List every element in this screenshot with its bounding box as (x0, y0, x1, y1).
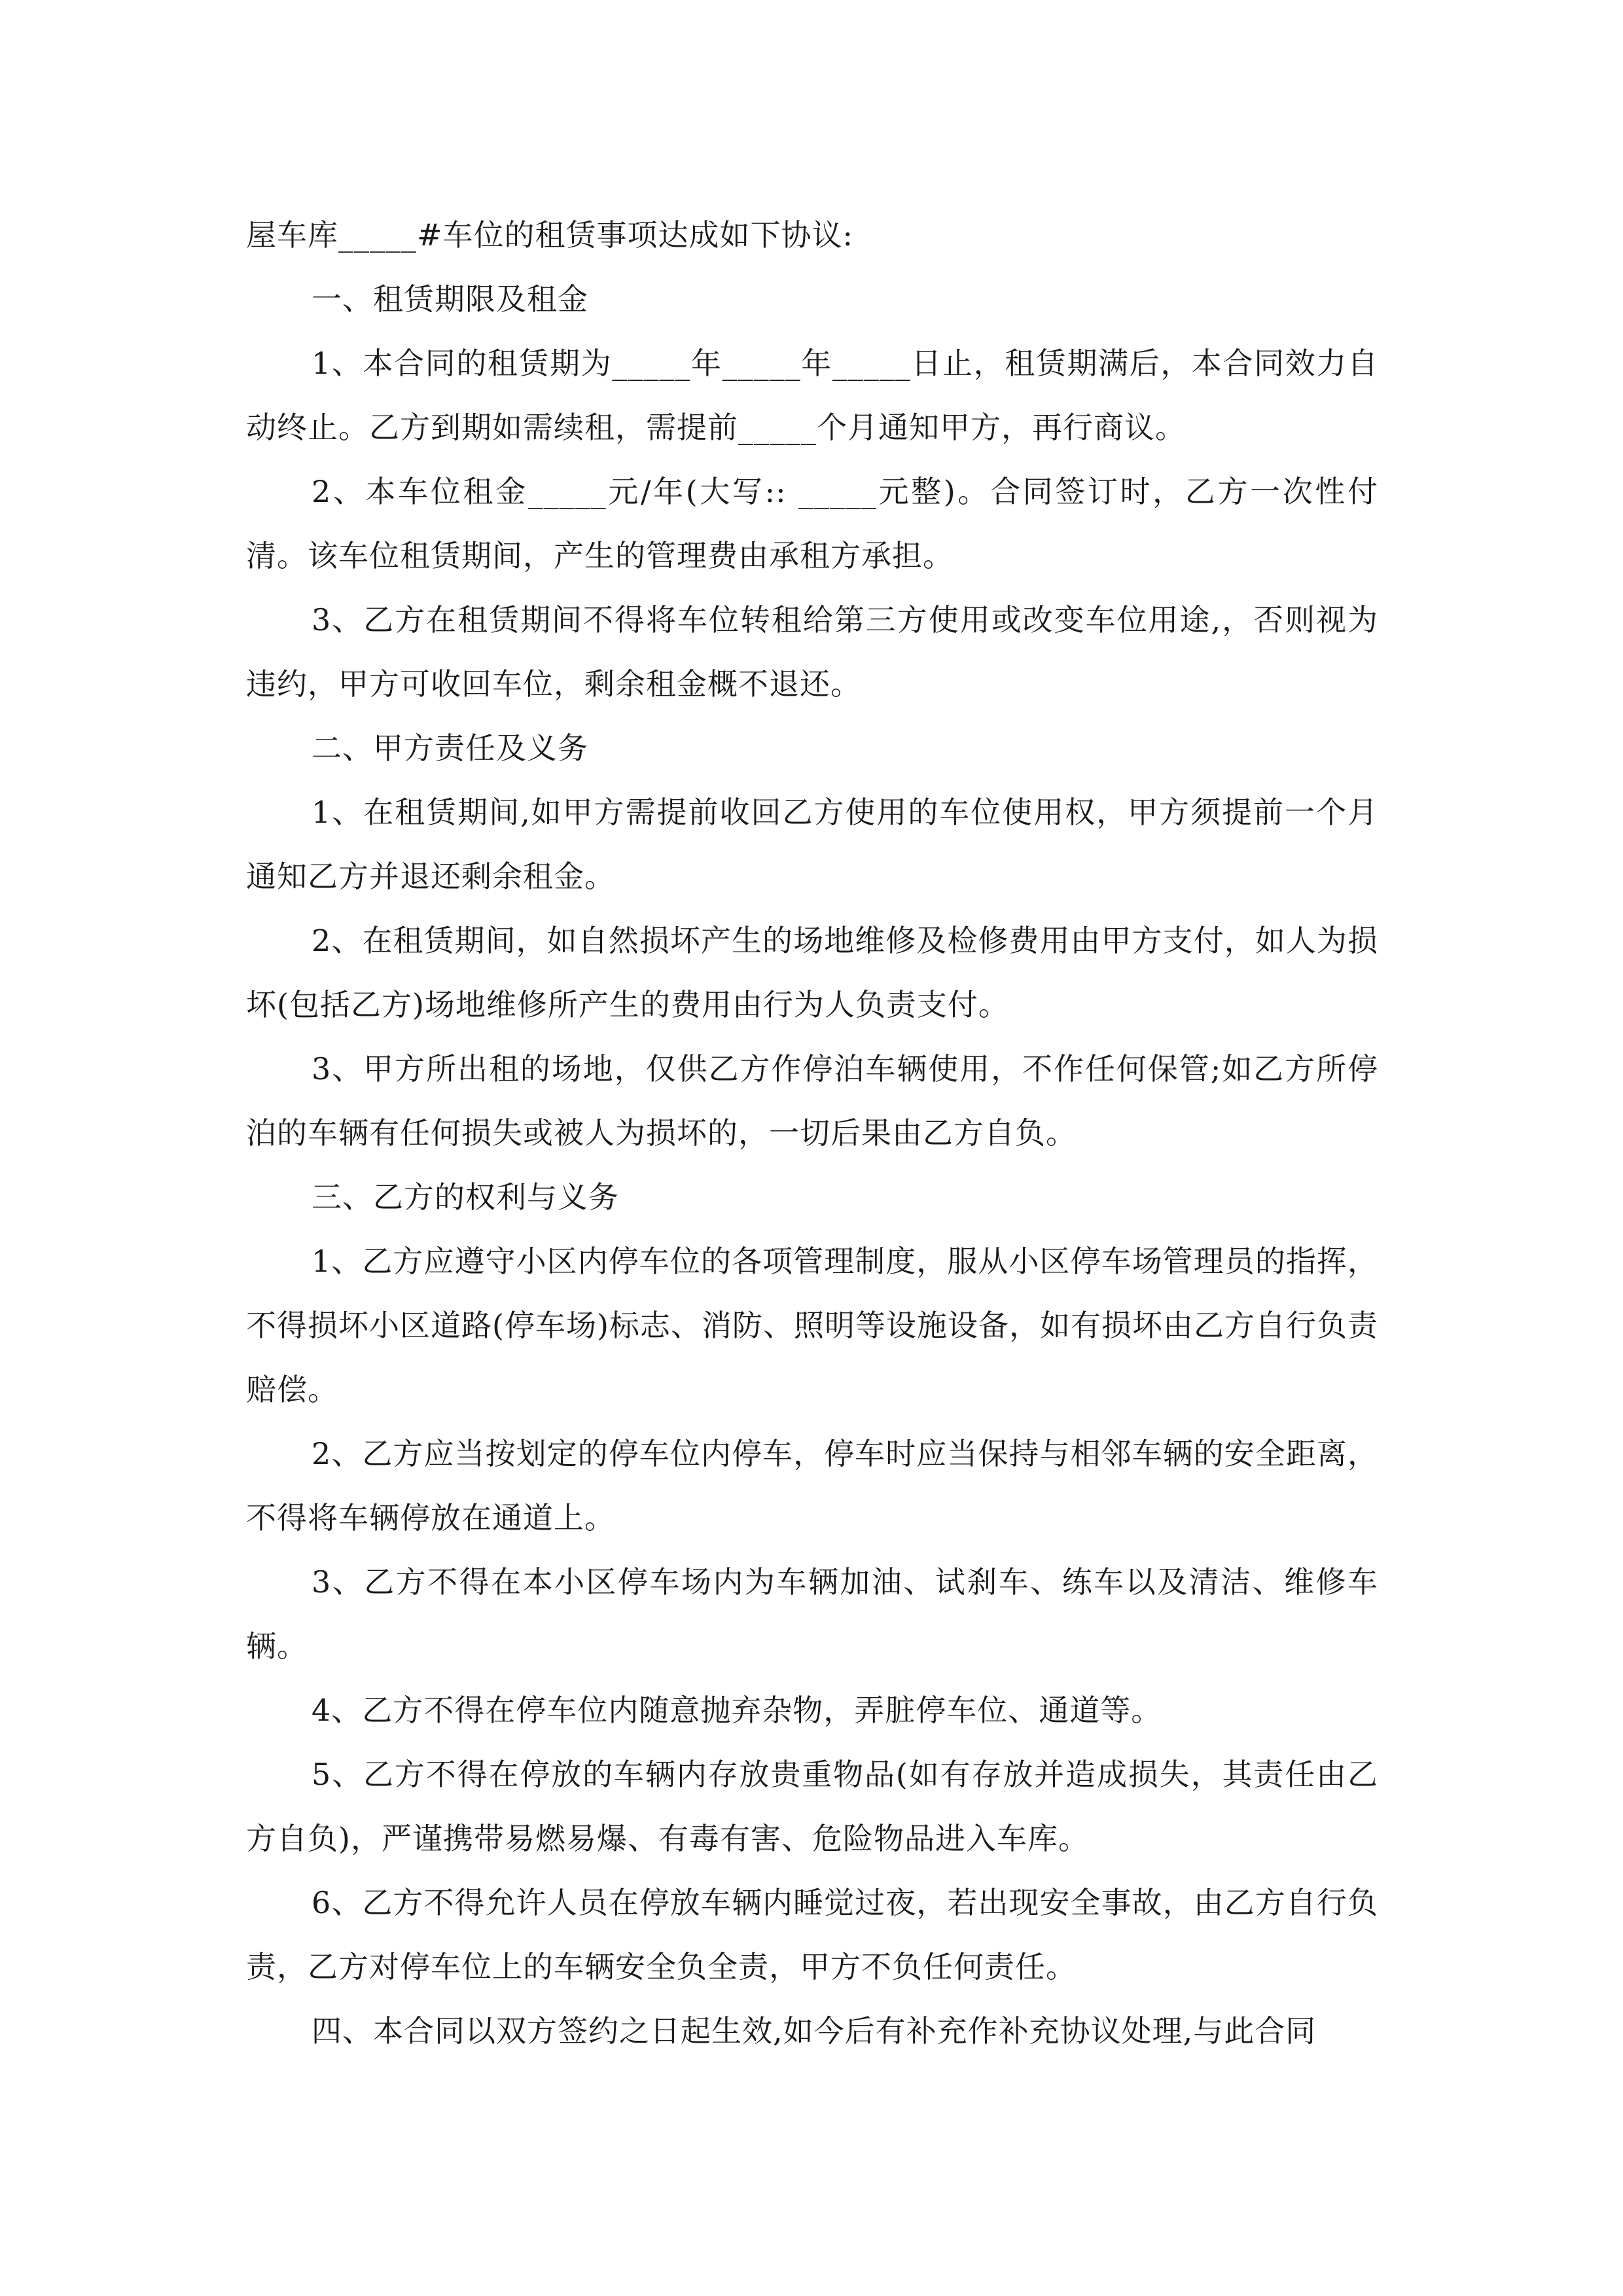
clause-paragraph: 1、乙方应遵守小区内停车位的各项管理制度，服从小区停车场管理员的指挥，不得损坏小区道路(停车场)标志、消防、照明等设施设备，如有损坏由乙方自行负责赔偿。 (246, 1244, 1378, 1407)
section-heading-party-a: 二、甲方责任及义务 (312, 730, 588, 766)
document-body (246, 203, 1378, 2063)
paragraph-intro: 屋车库_____#车位的租赁事项达成如下协议: (246, 217, 854, 253)
clause-paragraph: 4、乙方不得在停车位内随意抛弃杂物，弄脏停车位、通道等。 (312, 1693, 1162, 1728)
clause-paragraph: 2、本车位租金_____元/年(大写:: _____元整)。合同签订时，乙方一次性付清。该车位租赁期间，产生的管理费由承租方承担。 (246, 474, 1378, 573)
section-heading-lease-term: 一、租赁期限及租金 (312, 281, 588, 317)
section-heading-party-b: 三、乙方的权利与义务 (312, 1179, 619, 1215)
clause-paragraph: 5、乙方不得在停放的车辆内存放贵重物品(如有存放并造成损失，其责任由乙方自负)，严谨携带易燃易爆、有毒有害、危险物品进入车库。 (246, 1757, 1378, 1856)
clause-paragraph: 6、乙方不得允许人员在停放车辆内睡觉过夜，若出现安全事故，由乙方自行负责，乙方对停车位上的车辆安全负全责，甲方不负任何责任。 (246, 1885, 1378, 1984)
clause-paragraph: 1、本合同的租赁期为_____年_____年_____日止，租赁期满后，本合同效力自动终止。乙方到期如需续租，需提前_____个月通知甲方，再行商议。 (246, 346, 1378, 445)
clause-paragraph: 3、乙方不得在本小区停车场内为车辆加油、试刹车、练车以及清洁、维修车辆。 (246, 1564, 1378, 1664)
section-heading-effective: 四、本合同以双方签约之日起生效,如今后有补充作补充协议处理,与此合同 (312, 2013, 1317, 2049)
clause-paragraph: 3、乙方在租赁期间不得将车位转租给第三方使用或改变车位用途,，否则视为违约，甲方可收回车位，剩余租金概不退还。 (246, 602, 1378, 702)
clause-paragraph: 2、乙方应当按划定的停车位内停车，停车时应当保持与相邻车辆的安全距离，不得将车辆停放在通道上。 (246, 1436, 1378, 1535)
clause-paragraph: 1、在租赁期间,如甲方需提前收回乙方使用的车位使用权，甲方须提前一个月通知乙方并退还剩余租金。 (246, 795, 1378, 894)
clause-paragraph: 3、甲方所出租的场地，仅供乙方作停泊车辆使用，不作任何保管;如乙方所停泊的车辆有任何损失或被人为损坏的，一切后果由乙方自负。 (246, 1051, 1378, 1151)
clause-paragraph: 2、在租赁期间，如自然损坏产生的场地维修及检修费用由甲方支付，如人为损坏(包括乙方)场地维修所产生的费用由行为人负责支付。 (246, 923, 1378, 1022)
